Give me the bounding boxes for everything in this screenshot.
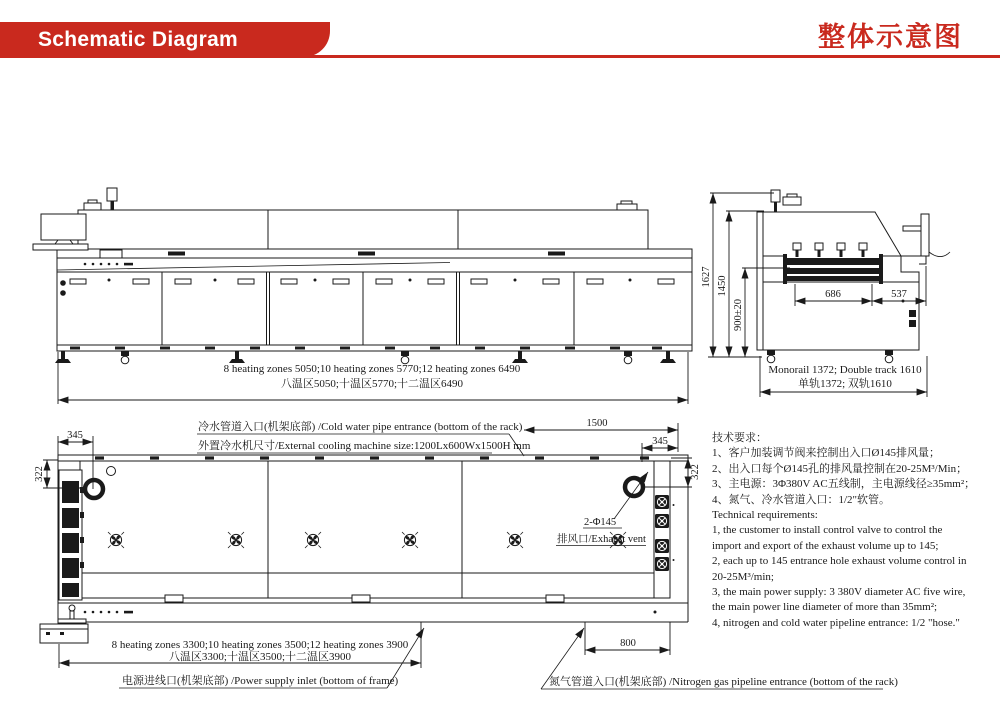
conveyor-band <box>57 258 692 272</box>
svg-text:1500: 1500 <box>586 418 608 429</box>
leveling-foot-icon <box>229 351 245 363</box>
caster-wheel-icon <box>767 350 775 363</box>
fan-icon <box>507 532 523 548</box>
nitrogen-annotation <box>541 628 898 689</box>
tech-line: 2、出入口每个Ø145孔的排风量控制在20-25M³/Min； <box>712 462 968 475</box>
signal-tower-icon <box>107 188 117 210</box>
tech-line: 1、客户加装调节阀来控制出入口Ø145排风量； <box>712 447 940 460</box>
fan-icon <box>108 532 124 548</box>
side-length-dimension <box>58 352 688 404</box>
tech-line: Technical requirements: <box>712 508 818 521</box>
vent-label: 排风口/Exhaust vent <box>557 534 646 545</box>
oven-hood <box>78 210 648 249</box>
top-view <box>34 418 898 689</box>
svg-text:345: 345 <box>67 430 83 441</box>
svg-text:322: 322 <box>690 464 701 480</box>
top-length-dimension <box>59 622 421 668</box>
dim-537: 537 <box>891 289 907 300</box>
side-length-note-zh: 八温区5050;十温区5770;十二温区6490 <box>280 378 464 390</box>
tech-line: 20-25M³/min; <box>712 570 774 583</box>
exhaust-fan-icon <box>655 495 669 509</box>
frame-dots <box>84 611 657 614</box>
vent-qty-label: 2-Φ145 <box>584 517 617 528</box>
cold-water-label: 冷水管道入口(机架底部) /Cold water pipe entrance (bottom of the rack) <box>198 421 523 433</box>
rail-note-zh: 单轨1372; 双轨1610 <box>798 378 892 390</box>
top-length-note-en: 8 heating zones 3300;10 heating zones 3500;12 heating zones 3900 <box>111 639 409 651</box>
tech-line: the main power line diameter of more than 35mm²; <box>712 601 938 614</box>
power-inlet-label: 电源进线口(机架底部) /Power supply inlet (bottom of frame) <box>122 675 399 687</box>
cooler-size-label: 外置冷水机尺寸/External cooling machine size:1200Lx600Wx1500H mm <box>198 440 531 452</box>
hood-vent-cap-right <box>617 201 637 210</box>
cold-water-annotation <box>197 419 531 456</box>
leveling-foot-icon <box>512 351 528 363</box>
caster-wheel-icon <box>121 351 129 364</box>
exhaust-fan-icon <box>655 557 669 571</box>
conveyor-rail-strip <box>59 470 84 600</box>
exhaust-fan-icon <box>655 539 669 553</box>
fan-icon <box>305 532 321 548</box>
dim-900: 900±20 <box>733 298 744 332</box>
svg-text:345: 345 <box>652 436 668 447</box>
page-title-en: Schematic Diagram <box>38 27 239 51</box>
hood-vent-cap-left <box>84 200 101 210</box>
power-inlet-box <box>40 605 88 643</box>
rail-width-dimension <box>760 356 927 397</box>
tech-line: 4、氮气、冷水管道入口：1/2"软管。 <box>712 493 891 506</box>
dim-686: 686 <box>825 289 841 300</box>
top-length-note-zh: 八温区3300;十温区3500;十二温区3900 <box>168 651 352 663</box>
tech-line: import and export of the exhaust volume up to 145; <box>712 539 939 552</box>
tech-line: 3, the main power supply: 3 380V diameter AC five wire, <box>712 585 966 598</box>
rail-note-en: Monorail 1372; Double track 1610 <box>768 364 922 376</box>
nitrogen-label: 氮气管道入口(机架底部) /Nitrogen gas pipeline entrance (bottom of the rack) <box>549 676 898 688</box>
page-title-zh: 整体示意图 <box>818 22 963 52</box>
tech-line: 2, each up to 145 entrance hole exhaust volume control in <box>712 555 967 568</box>
leveling-foot-icon <box>660 351 676 363</box>
end-view <box>701 190 950 397</box>
dim-800 <box>585 622 670 655</box>
svg-text:322: 322 <box>34 466 45 482</box>
tech-line: 3、主电源：3Φ380V AC五线制，主电源线径≥35mm²； <box>712 478 976 491</box>
monitor-side-icon <box>903 214 950 257</box>
dim-1450: 1450 <box>717 275 728 297</box>
top-view-body <box>80 461 654 598</box>
side-view <box>33 188 692 404</box>
tech-line: 技术要求： <box>712 432 767 444</box>
fan-icon <box>402 532 418 548</box>
side-length-note-en: 8 heating zones 5050;10 heating zones 5770;12 heating zones 6490 <box>223 363 521 375</box>
exhaust-fan-icon <box>655 514 669 528</box>
svg-text:800: 800 <box>620 638 636 649</box>
small-port-hole <box>107 467 116 476</box>
tech-line: 1, the customer to install control valve to control the <box>712 524 943 537</box>
hood-vent-cap <box>783 194 801 205</box>
caster-wheel-icon <box>885 350 893 363</box>
caster-wheel-icon <box>624 351 632 364</box>
caster-wheel-icon <box>401 351 409 364</box>
fan-icon <box>228 532 244 548</box>
tech-line: 4, nitrogen and cold water pipeline entrance: 1/2 "hose." <box>712 616 960 629</box>
leveling-foot-icon <box>55 351 71 363</box>
dim-1627: 1627 <box>701 266 712 288</box>
